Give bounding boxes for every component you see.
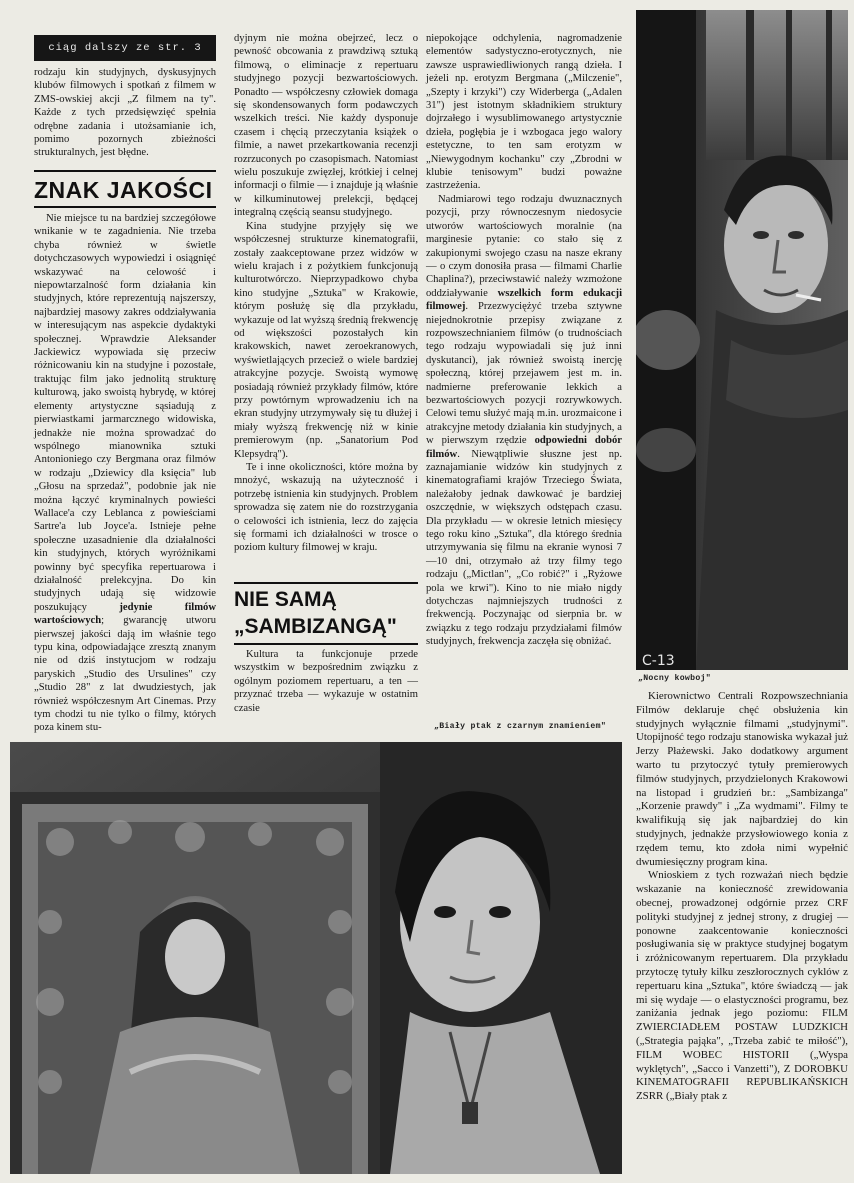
divider-rule [34,206,216,208]
divider-rule [234,643,418,645]
photo-bialy-ptak-illustration [10,742,622,1174]
column-4 [636,690,848,1104]
heading-znak-jakosci: ZNAK JAKOŚCI [34,177,213,203]
col1-text-b: ; gwarancję utworu pierwszej jakości dają im właśnie tego typu kina, odpowiadające zresztą znanym nie od dziś instytucjom w rodzaju paryskich „Studio des Ursulines" czy „Studio 28" z lat dwudziestych, jak również współczesnym Art Cinemas. Przy tym chodzi tu nie tylko o filmy, których poza kinem stu- [34,615,216,734]
col2-paragraph-3: Te i inne okoliczności, które można by mnożyć, wskazują na użyteczność i potrzebę istnienia kin studyjnych. Problem sprowadza się zatem nie do rozstrzygania o celowości ich istnienia, lecz do zajęcia się formami ich działalności w trosce o poziom kultury filmowej w kraju. [234,462,418,554]
divider-rule [34,170,216,172]
caption-bialy-ptak: „Biały ptak z czarnym znamieniem" [434,722,607,731]
col2-paragraph-4: Kultura ta funkcjonuje przede wszystkim w bezpośrednim związku z ogólnym poziomem repertuaru, a ten — przyznać trzeba — wykazuje w ostatnim czasie [234,649,418,714]
column-1-body [34,212,216,735]
col2-paragraph-2: Kina studyjne przyjęły się we współczesnej strukturze kinematografii, zostały zaakceptowane przez widzów w wielu krajach i z pożytkiem funkcjonują kulturotwórczo. Nieprzypadkowo chyba kino studyjne „Sztuka" w Krakowie, którym posłużę się dla przykładu, wykazuje od lat wyższą średnią frekwencję od większości pozostałych kin krakowskich, nawet zeroekranowych, wyświetlających przeciež o wiele bardziej atrakcyjne pozycje. Swoistą wymowę posiadają również przykłady filmów, które przy powtórnym wprowadzeniu ich na ekran studyjny utrzymywały się tu dłużej i miały wyższą frekwencję niż w kinie premierowym (np. „Sanatorium Pod Klepsydrą"). [234,220,418,460]
column-2-tail [234,648,418,715]
col3-bold-text: wszelkich form edukacji filmowej [426,287,623,313]
col3-text-c: . Niewątpliwie słuszne jest np. zaznajamianie widzów kin studyjnych z kinematografiami krajów Trzeciego Świata, należałoby jednak dawkować je bardziej oszczędnie, w większych odstępach czasu. Dla przykładu — w okresie letnich miesięcy tego roku kino „Sztuka", dla którego średnia utrzymywania się filmu na ekranie wynosi 7—10 dni, otrzymało aż trzy filmy tego rodzaju („Mictlan", „Co robić?" i „Ryżowe pola we krwi"). Kino to nie miało nigdy dotychczas najmniejszych trudności z frekwencją. Poczynając od sierpnia br. w związku z tego rodzaju przydziałami filmów studyjnych, frekwencja zaczęła się obniżać. [426,448,622,648]
column-2 [234,32,418,555]
col1-intro-paragraph: rodzaju kin studyjnych, dyskusyjnych klubów filmowych i spotkań z filmem w ZMS-owskiej akcji „Z filmem na ty". Każde z tych przedsięwzięć spełnia odrębne zadania i utożsamianie ich, pomimo pozornych zbieżności strukturalnych, jest błędne. [34,67,216,159]
col1-paragraph [34,212,216,735]
col3-text-a: Nadmiarowi tego rodzaju dwuznacznych pozycji, przy równoczesnym niedosycie utworów wartościowych moralnie (na marginesie pytanie: co stało się z zakupionymi swojego czasu na nasze ekrany — o czym donosiła prasa — filmami Charlie Chaplina?), przeciwstawić należy wzmożone oddziaływanie [426,193,622,299]
column-1 [34,66,216,160]
col1-bold-text: jedynie filmów wartościowych [34,601,216,627]
heading-nie-sama: NIE SAMĄ [234,588,337,611]
divider-rule [234,582,418,584]
heading-sambizanga: „SAMBIZANGĄ" [234,615,397,638]
col1-text-a: Nie miejsce tu na bardziej szczegółowe wnikanie w te zagadnienia. Nie trzeba chyba również w świetle dotychczasowych wypowiedzi i osiągnięć wskazywać na celowość i niepowtarzalność form działania kin studyjnych, które reprezentują najszerszy, najbardziej masowy zakres oddziaływania w interesującym nas aspekcie dydaktyki społecznej. Wprawdzie Aleksander Jackiewicz wypowiada się przeciw różnicowaniu kin na studyjne i pozostałe, traktując film jako jednolitą strukturę kulturową, jako swoistą hybrydę, w której elementy artystyczne sąsiadują z pierwiastkami jarmarcznego widowiska, jednakże nie można sprowadzać do wspólnego mianownika sztuki Antonioniego czy Bergmana oraz filmów w rodzaju „Dziewicy dla księcia" lub „Głosu na sprzedaż", podobnie jak nie można łączyć kryminalnych powieści Wallace'a czy Leblanca z powieściami Sartre'a lub Joyce'a. Istnieje pełne społeczne uzasadnienie dla działalności kin studyjnych, których wyróżnikami powinny być specyfika repertuarowa i działalność prelekcyjna. Do kin studyjnych udają się widzowie poszukujący [34,213,216,613]
col3-bold-text-2: odpowiedni dobór filmów [426,435,622,460]
column-3 [426,32,622,649]
photo-nocny-kowboj [636,10,848,670]
photo-bialy-ptak [10,742,622,1174]
col3-paragraph-1: niepokojące odchylenia, nagromadzenie elementów sadystyczno-erotycznych, nie zawsze usprawiedliwionych rangą dzieła. I jeżeli np. erotyzm Bergmana („Milczenie", „Szepty i krzyki") czy Widerberga („Adalen 31") jest istotnym składnikiem struktury dojrzałego i wysublimowanego artystycznie dzieła, pogłębia je i wzbogaca jego walory estetyczne, to ten sam erotyzm w „Niewygodnym kochanku" czy „Zbrodni w klubie tenisowym" budzi poważne zastrzeżenia. [426,33,622,192]
col4-paragraph-1: Kierownictwo Centrali Rozpowszechniania Filmów deklaruje chęć obsłużenia kin studyjnych wyłącznie filmami „studyjnymi". Utopijność tego rodzaju stanowiska wykazał już Jerzy Płażewski. Jako dodatkowy argument warto tu przytoczyć tytuły premierowych filmów studyjnych, przydzielonych Krakowowi na listopad i grudzień br.: „Sambizanga" „Korzenie prawdy" i „Za wydmami". Filmy te kwalifikują się jak najbardziej do kin studyjnych, jednakże przysłowiowego konia z rzędem temu, kto zdoła nimi wypełnić dwumiesięczny program kina. [636,690,848,868]
photo-nocny-kowboj-illustration [636,10,848,670]
col2-paragraph-1: dyjnym nie można obejrzeć, lecz o pewność obcowania z prawdziwą sztuką filmową, o eliminacje z repertuaru studyjnego pozycji bezwartościowych. Ponadto — współczesny człowiek domaga się skondensowanych form podawczych wszelkich treści. Nie każdy dysponuje czasem i chęcią przeczytania książek o filmie, a nawet przekartkowania recenzji rozrzuconych po czasopismach. Natomiast wielu poszukuje zwięzłej, krótkiej i celnej informacji o filmie — i znajduje ją właśnie w kilkuminutowej prelekcji, będącej integralną częścią seansu studyjnego. [234,33,418,219]
continued-from-label: ciąg dalszy ze str. 3 [34,35,216,61]
col3-text-b: . Przezwyciężyć trzeba sztywne niejednokrotnie przepisy związane z rozpowszechnianiem filmów (o trudnościach tego rodzaju wypowiadali się już inni dyskutanci), jak również swoistą inercję społeczną, której przejawem jest m. in. nadmierne preferowanie lekkich a bezwartościowych pozycji rozrywkowych. Celowi temu służyć mają m.in. urozmaicone i atrakcyjne metody działania kin studyjnych, a w pierwszym rzędzie [426,301,622,447]
caption-nocny-kowboj: „Nocny kowboj" [638,674,711,683]
col4-paragraph-2: Wnioskiem z tych rozważań niech będzie wskazanie na konieczność zrewidowania obecnej, prowadzonej odgórnie przez CRF polityki studyjnej z jednej strony, z drugiej — ponowne zaakcentowanie konieczności posługiwania się w praktyce studyjnej bogatym i zróżnicowanym repertuarem. Dla przykładu przytoczę tytuły kilku zeszłorocznych cyklów z repertuaru kina „Sztuka", które świadczą — jak mi się wydaje — o elastyczności programu, bez zaniżania jednak jego poziomu: FILM ZWIERCIADŁEM POSTAW LUDZKICH („Strategia pająka", „Trzeba zabić te miłość"), FILM WOBEC HISTORII („Wyspa wyklętych", „Sacco i Vanzetti"), Z DOROBKU KINEMATOGRAFII REPUBLIKAŃSKICH ZSRR („Biały ptak z [636,869,848,1103]
col3-paragraph-2 [426,193,622,649]
photo-mark: C-13 [642,653,675,669]
